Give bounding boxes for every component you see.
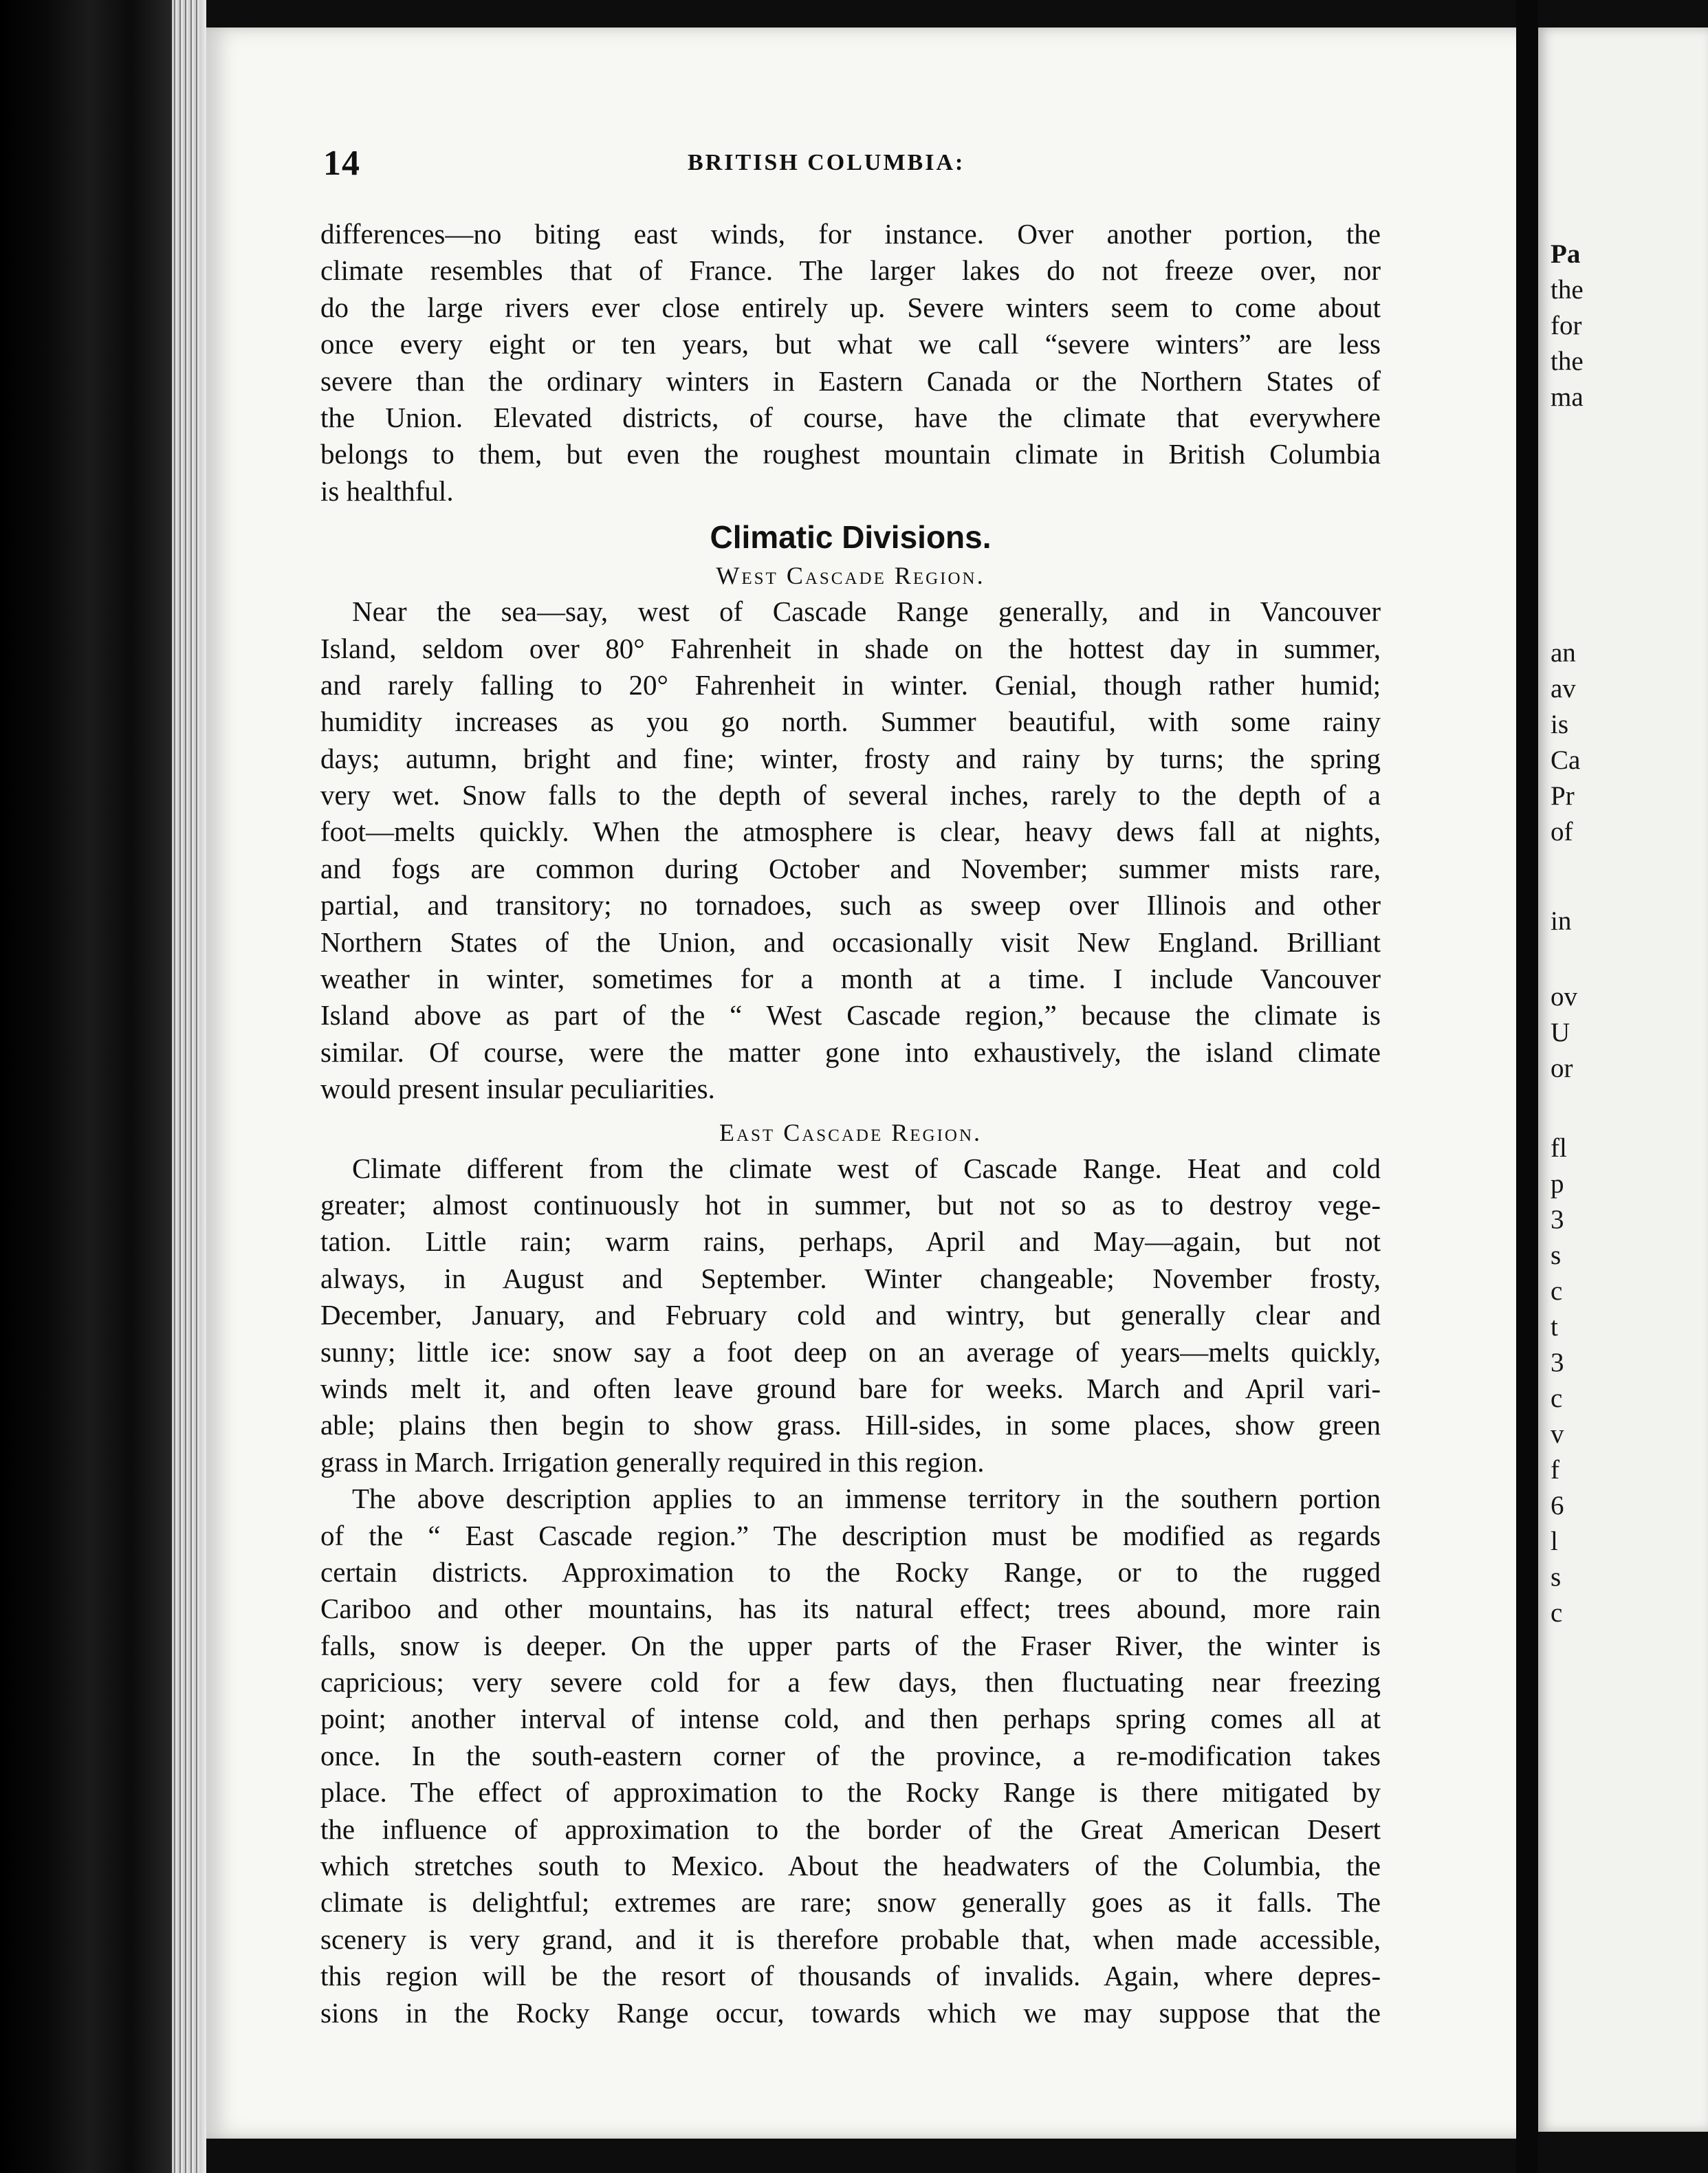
facing-page-fragment: c bbox=[1551, 1276, 1563, 1306]
text-line: would present insular peculiarities. bbox=[320, 1073, 715, 1105]
facing-page-fragment: Pr bbox=[1551, 781, 1575, 811]
text-line: days; autumn, bright and fine; winter, frosty and rainy by turns; the spring bbox=[320, 742, 1381, 774]
text-line: foot—melts quickly. When the atmosphere is clear, heavy dews fall at nights, bbox=[320, 816, 1381, 848]
text-line: the Union. Elevated districts, of course, have the climate that everywhere bbox=[320, 401, 1381, 433]
facing-page-fragment: is bbox=[1551, 710, 1569, 739]
paragraph-final bbox=[320, 1481, 1381, 2031]
text-line: Climate different from the climate west of Cascade Range. Heat and cold bbox=[352, 1152, 1381, 1184]
text-line: the influence of approximation to the border of the Great American Desert bbox=[320, 1813, 1381, 1845]
text-line: The above description applies to an immense territory in the southern portion bbox=[352, 1483, 1381, 1515]
facing-page-fragment: Ca bbox=[1551, 745, 1581, 775]
text-line: is healthful. bbox=[320, 474, 454, 507]
text-line: place. The effect of approximation to the Rocky Range is there mitigated by bbox=[320, 1776, 1381, 1809]
text-line: sions in the Rocky Range occur, towards which we may suppose that the bbox=[320, 1996, 1381, 2029]
page-body bbox=[320, 216, 1381, 2031]
section-title: Climatic Divisions. bbox=[710, 519, 992, 556]
text-line: Island above as part of the “ West Cascade region,” because the climate is bbox=[320, 999, 1381, 1031]
paragraph-west bbox=[320, 593, 1381, 1107]
facing-page-fragment: p bbox=[1551, 1169, 1564, 1199]
facing-page-fragment: l bbox=[1551, 1527, 1558, 1556]
subsection-heading-east: East Cascade Region. bbox=[719, 1118, 982, 1146]
text-line: falls, snow is deeper. On the upper parts of the Fraser River, the winter is bbox=[320, 1629, 1381, 1661]
text-line: this region will be the resort of thousands of invalids. Again, where depres- bbox=[320, 1960, 1381, 1992]
text-line: climate resembles that of France. The larger lakes do not freeze over, nor bbox=[320, 254, 1381, 287]
facing-page-fragment: ma bbox=[1551, 382, 1584, 412]
text-line: differences—no biting east winds, for instance. Over another portion, the bbox=[320, 218, 1381, 250]
page-edges bbox=[172, 0, 199, 2173]
facing-page-fragment: an bbox=[1551, 638, 1576, 668]
facing-page-fragment: ov bbox=[1551, 982, 1577, 1012]
text-line: and fogs are common during October and November; summer mists rare, bbox=[320, 852, 1381, 884]
facing-page-fragment: t bbox=[1551, 1312, 1558, 1342]
facing-page-fragment: for bbox=[1551, 311, 1582, 340]
facing-page-fragment: fl bbox=[1551, 1133, 1567, 1163]
text-line: Northern States of the Union, and occasionally visit New England. Brilliant bbox=[320, 926, 1381, 958]
facing-page-fragment: Pa bbox=[1551, 239, 1581, 269]
text-line: sunny; little ice: snow say a foot deep on an average of years—melts quickly, bbox=[320, 1335, 1381, 1368]
text-line: Island, seldom over 80° Fahrenheit in shade on the hottest day in summer, bbox=[320, 632, 1381, 664]
facing-page-fragment: f bbox=[1551, 1455, 1559, 1485]
facing-page-fragment: s bbox=[1551, 1562, 1562, 1592]
text-line: humidity increases as you go north. Summer beautiful, with some rainy bbox=[320, 706, 1381, 738]
text-line: similar. Of course, were the matter gone into exhaustively, the island climate bbox=[320, 1036, 1381, 1068]
text-line: greater; almost continuously hot in summer, but not so as to destroy vege- bbox=[320, 1188, 1381, 1221]
text-line: once. In the south-eastern corner of the province, a re-modification takes bbox=[320, 1739, 1381, 1771]
text-line: December, January, and February cold and wintry, but generally clear and bbox=[320, 1299, 1381, 1331]
text-line: winds melt it, and often leave ground bare for weeks. March and April vari- bbox=[320, 1372, 1381, 1404]
text-line: always, in August and September. Winter changeable; November frosty, bbox=[320, 1262, 1381, 1294]
text-line: weather in winter, sometimes for a month at a time. I include Vancouver bbox=[320, 963, 1381, 995]
text-line: grass in March. Irrigation generally required in this region. bbox=[320, 1445, 985, 1478]
subsection-heading-west: West Cascade Region. bbox=[716, 562, 985, 590]
text-line: severe than the ordinary winters in Eastern Canada or the Northern States of bbox=[320, 364, 1381, 397]
facing-page-fragment: of bbox=[1551, 817, 1573, 847]
facing-page-fragment: av bbox=[1551, 674, 1576, 703]
facing-page-fragment: c bbox=[1551, 1384, 1563, 1413]
text-line: partial, and transitory; no tornadoes, such as sweep over Illinois and other bbox=[320, 889, 1381, 921]
text-line: point; another interval of intense cold, and then perhaps spring comes all at bbox=[320, 1703, 1381, 1735]
facing-page bbox=[1538, 28, 1708, 2132]
page-number: 14 bbox=[323, 144, 360, 183]
text-line: belongs to them, but even the roughest mountain climate in British Columbia bbox=[320, 438, 1381, 470]
facing-page-fragment: v bbox=[1551, 1419, 1564, 1449]
text-line: Cariboo and other mountains, has its natural effect; trees abound, more rain bbox=[320, 1593, 1381, 1625]
text-line: certain districts. Approximation to the Rocky Range, or to the rugged bbox=[320, 1555, 1381, 1588]
facing-page-fragment: or bbox=[1551, 1053, 1573, 1083]
facing-page-fragment: the bbox=[1551, 347, 1584, 376]
running-title: BRITISH COLUMBIA: bbox=[688, 150, 965, 175]
text-line: climate is delightful; extremes are rare; snow generally goes as it falls. The bbox=[320, 1886, 1381, 1919]
running-header bbox=[323, 143, 1382, 184]
facing-page-fragment: the bbox=[1551, 275, 1584, 305]
text-line: tation. Little rain; warm rains, perhaps, April and May—again, but not bbox=[320, 1225, 1381, 1258]
text-line: able; plains then begin to show grass. Hill-sides, in some places, show green bbox=[320, 1409, 1381, 1441]
facing-page-fragment: in bbox=[1551, 906, 1572, 936]
paragraph-intro bbox=[320, 216, 1381, 510]
facing-page-fragment: s bbox=[1551, 1241, 1562, 1270]
facing-page-fragment: c bbox=[1551, 1598, 1563, 1628]
facing-page-fragment: 3 bbox=[1551, 1205, 1564, 1234]
facing-page-fragment: U bbox=[1551, 1018, 1570, 1047]
text-line: do the large rivers ever close entirely up. Severe winters seem to come about bbox=[320, 291, 1381, 323]
facing-page-fragment: 3 bbox=[1551, 1348, 1564, 1377]
text-line: scenery is very grand, and it is therefore probable that, when made accessible, bbox=[320, 1923, 1381, 1955]
facing-page-fragment: 6 bbox=[1551, 1491, 1564, 1520]
text-line: once every eight or ten years, but what we call “severe winters” are less bbox=[320, 328, 1381, 360]
text-line: of the “ East Cascade region.” The description must be modified as regards bbox=[320, 1519, 1381, 1551]
text-line: and rarely falling to 20° Fahrenheit in winter. Genial, though rather humid; bbox=[320, 668, 1381, 701]
paragraph-east bbox=[320, 1150, 1381, 1481]
page-gutter bbox=[1516, 0, 1538, 2173]
text-line: capricious; very severe cold for a few days, then fluctuating near freezing bbox=[320, 1666, 1381, 1699]
text-line: Near the sea—say, west of Cascade Range generally, and in Vancouver bbox=[352, 596, 1381, 628]
text-line: very wet. Snow falls to the depth of several inches, rarely to the depth of a bbox=[320, 779, 1381, 811]
text-line: which stretches south to Mexico. About the headwaters of the Columbia, the bbox=[320, 1850, 1381, 1882]
